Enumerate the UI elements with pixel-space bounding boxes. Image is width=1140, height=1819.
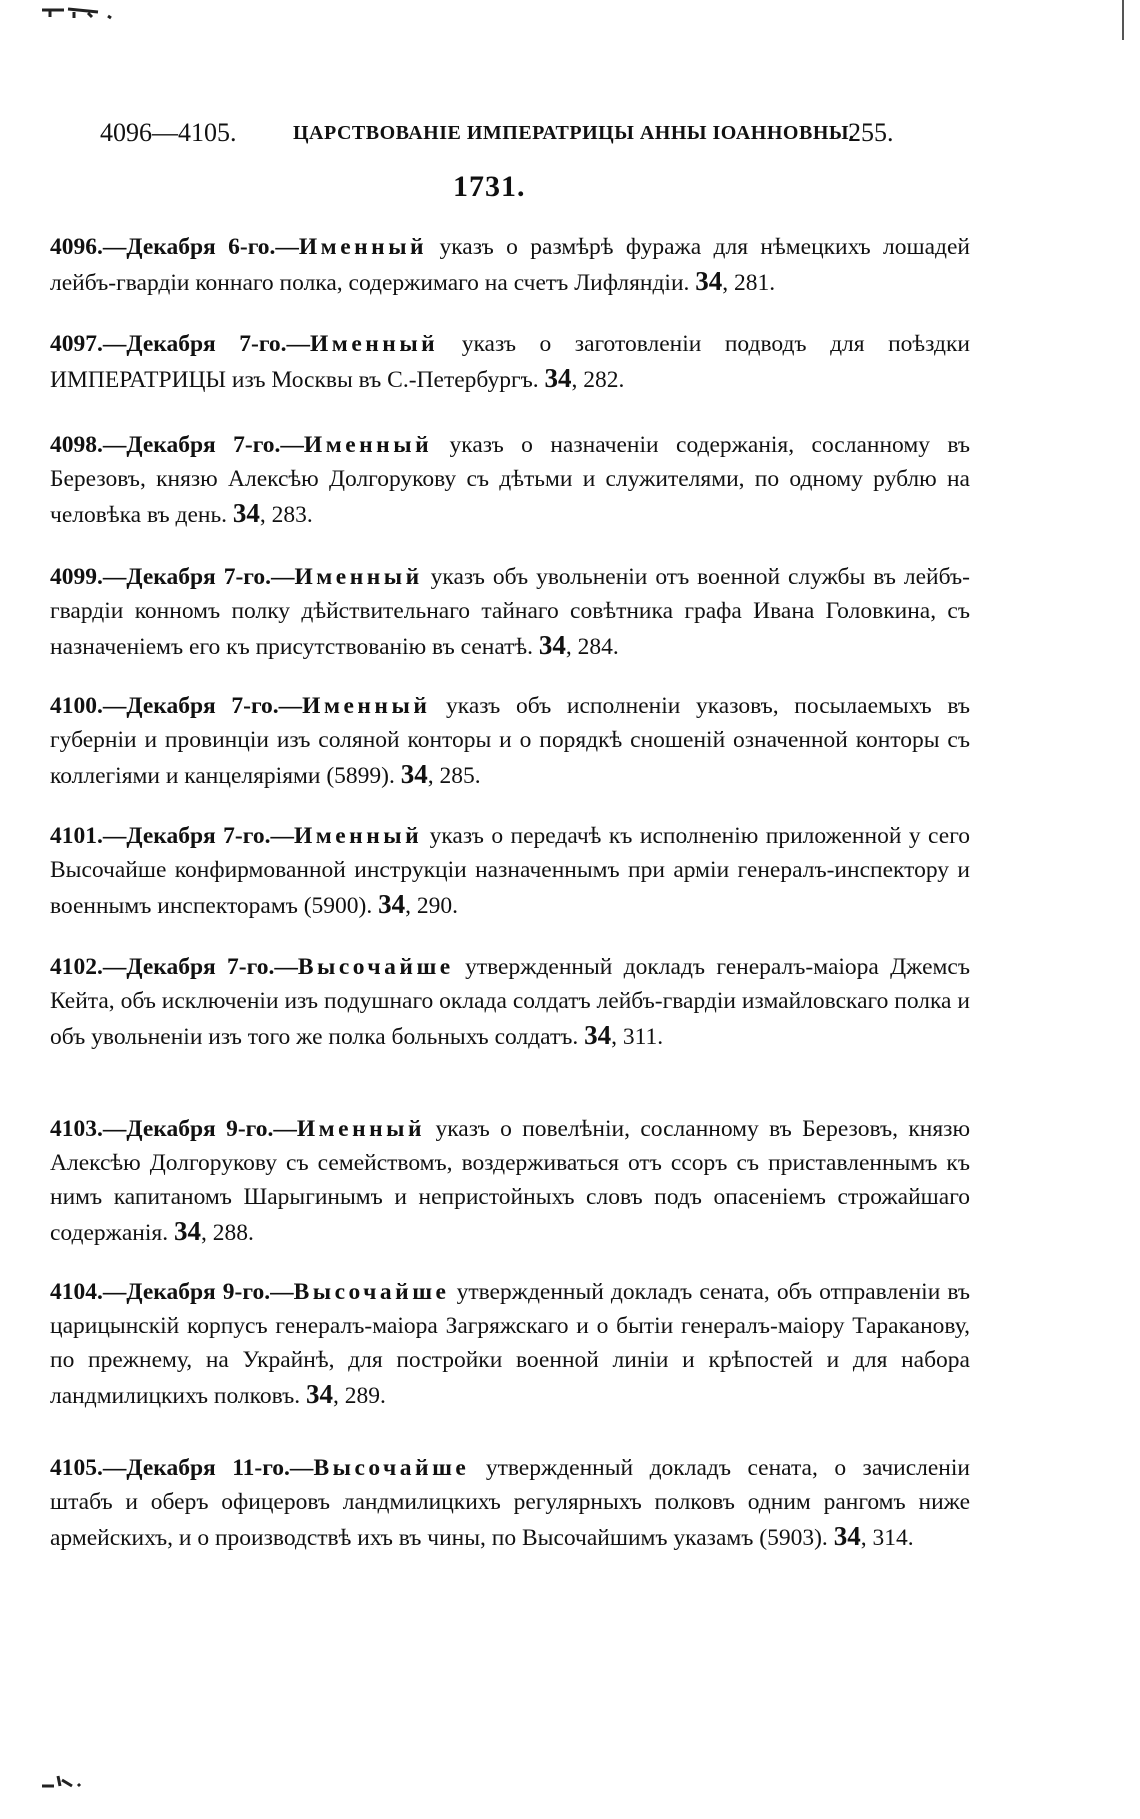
entry-type: Именный (293, 823, 423, 849)
entry-type: Высочайше (293, 1279, 450, 1305)
entry-number: 4096. (50, 234, 103, 260)
page-number: 255. (848, 118, 894, 147)
entry-text: указъ объ увольненіи отъ военной службы въ лейбъ-гвардіи конномъ полку дѣйствительнаго тайнаго совѣтника графа Ивана Головкина, съ назначеніемъ его къ присутствованію въ сенатѣ. (50, 564, 970, 660)
running-head (100, 118, 900, 158)
entry-4096 (50, 230, 970, 300)
entry-number: 4100. (50, 693, 103, 719)
entry-text: указъ о назначеніи содержанія, сосланному въ Березовъ, князю Алексѣю Долгорукову съ дѣтьми и служителями, по одному рублю на человѣка въ день. (50, 432, 971, 528)
entry-type: Именный (298, 234, 428, 260)
entry-date: —Декабря 7-го.— (102, 693, 303, 719)
entry-type: Высочайше (297, 954, 454, 980)
entry-page-ref: , 282. (571, 367, 625, 393)
entry-date: —Декабря 7-го.— (102, 331, 311, 357)
entry-volume: 34 (695, 266, 723, 296)
entry-number: 4102. (50, 954, 103, 980)
entry-volume: 34 (400, 759, 428, 789)
entry-number: 4097. (50, 331, 103, 357)
entry-4103 (50, 1112, 970, 1250)
entry-text: утвержденный докладъ генералъ-маіора Джемсъ Кейта, объ исключеніи изъ подушнаго оклада солдатъ лейбъ-гвардіи измайловскаго полка и объ увольненіи изъ того же полка больныхъ солдатъ. (50, 954, 970, 1050)
entry-date: —Декабря 6-го.— (102, 234, 299, 260)
entry-page-ref: , 281. (722, 270, 776, 296)
entry-number: 4099. (50, 564, 103, 590)
entry-text: утвержденный докладъ сената, объ отправленіи въ царицынскій корпусъ генералъ-маіора Загряжскаго и о бытіи генералъ-маіору Тараканову, по прежнему, на Украйнѣ, для постройки военной линіи и крѣпостей и для набора ландмилицкихъ полковъ. (50, 1279, 970, 1409)
year-heading: 1731. (453, 170, 526, 203)
entry-date: —Декабря 9-го.— (102, 1279, 294, 1305)
entry-4104 (50, 1275, 970, 1413)
entry-volume: 34 (232, 498, 260, 528)
entry-volume: 34 (538, 630, 566, 660)
entry-volume: 34 (378, 889, 406, 919)
entry-date: —Декабря 11-го.— (102, 1455, 314, 1481)
entry-4099 (50, 560, 970, 664)
entry-4105 (50, 1451, 970, 1555)
entry-page-ref: , 285. (427, 763, 481, 789)
entry-4097 (50, 327, 970, 397)
entry-volume: 34 (306, 1379, 334, 1409)
entry-date: —Декабря 7-го.— (102, 564, 295, 590)
entry-text: указъ о размѣрѣ фуража для нѣмецкихъ лошадей лейбъ-гвардіи коннаго полка, содержимаго на счетъ Лифляндіи. (50, 234, 970, 296)
entry-page-ref: , 283. (259, 502, 313, 528)
entry-date: —Декабря 9-го.— (102, 1116, 297, 1142)
entry-type: Именный (303, 432, 433, 458)
entry-type: Высочайше (313, 1455, 470, 1481)
entry-number: 4105. (50, 1455, 103, 1481)
entry-volume: 34 (544, 363, 572, 393)
entry-number: 4103. (50, 1116, 103, 1142)
entry-number: 4101. (50, 823, 103, 849)
entry-4101 (50, 819, 970, 923)
entry-page-ref: , 288. (200, 1220, 254, 1246)
scan-edge-line (1122, 0, 1124, 40)
entry-text: утвержденный докладъ сената, о зачисленіи штабъ и оберъ офицеровъ ландмилицкихъ регулярныхъ полковъ одним рангомъ ниже армейскихъ, и о производствѣ ихъ въ чины, по Высочайшимъ указамъ (5903). (50, 1455, 970, 1551)
entry-text: указъ о заготовленіи подводъ для поѣздки ИМПЕРАТРИЦЫ изъ Москвы въ С.-Петербургъ. (50, 331, 970, 393)
entry-date: —Декабря 7-го.— (102, 823, 294, 849)
entry-number: 4098. (50, 432, 103, 458)
entry-page-ref: , 311. (611, 1024, 664, 1050)
entry-volume: 34 (173, 1216, 201, 1246)
entry-text: указъ о передачѣ къ исполненію приложенной у сего Высочайше конфирмованной инструкціи назначеннымъ при арміи генералъ-инспектору и военнымъ инспекторамъ (5900). (50, 823, 970, 919)
entry-4098 (50, 428, 970, 532)
entry-text: указъ о повелѣніи, сосланному въ Березовъ, князю Алексѣю Долгорукову съ семействомъ, воздерживаться отъ ссоръ съ приставленнымъ къ нимъ капитаномъ Шарыгинымъ и непристойныхъ словъ подъ опасеніемъ строжайшаго содержанія. (50, 1116, 971, 1246)
entry-4100 (50, 689, 970, 793)
entry-range: 4096—4105. (100, 118, 237, 147)
entry-text: указъ объ исполненіи указовъ, посылаемыхъ въ губерніи и провинціи изъ соляной конторы и о порядкѣ сношеній означенной конторы съ коллегіями и канцеляріями (5899). (50, 693, 970, 789)
entry-page-ref: , 314. (860, 1525, 914, 1551)
entry-volume: 34 (833, 1521, 861, 1551)
scan-artifact-bottom (38, 1770, 98, 1790)
scan-artifact-top (40, 6, 120, 20)
section-title: ЦАРСТВОВАНІЕ ИМПЕРАТРИЦЫ АННЫ ІОАННОВНЫ. (293, 122, 855, 144)
entry-date: —Декабря 7-го.— (102, 432, 304, 458)
entry-page-ref: , 290. (405, 893, 459, 919)
entry-4102 (50, 950, 970, 1054)
entry-type: Именный (302, 693, 431, 719)
entry-page-ref: , 284. (565, 634, 619, 660)
entry-type: Именный (296, 1116, 426, 1142)
entry-type: Именный (294, 564, 423, 590)
entry-number: 4104. (50, 1279, 103, 1305)
entry-type: Именный (310, 331, 439, 357)
entry-page-ref: , 289. (333, 1383, 386, 1409)
entry-volume: 34 (584, 1020, 612, 1050)
entry-date: —Декабря 7-го.— (102, 954, 298, 980)
